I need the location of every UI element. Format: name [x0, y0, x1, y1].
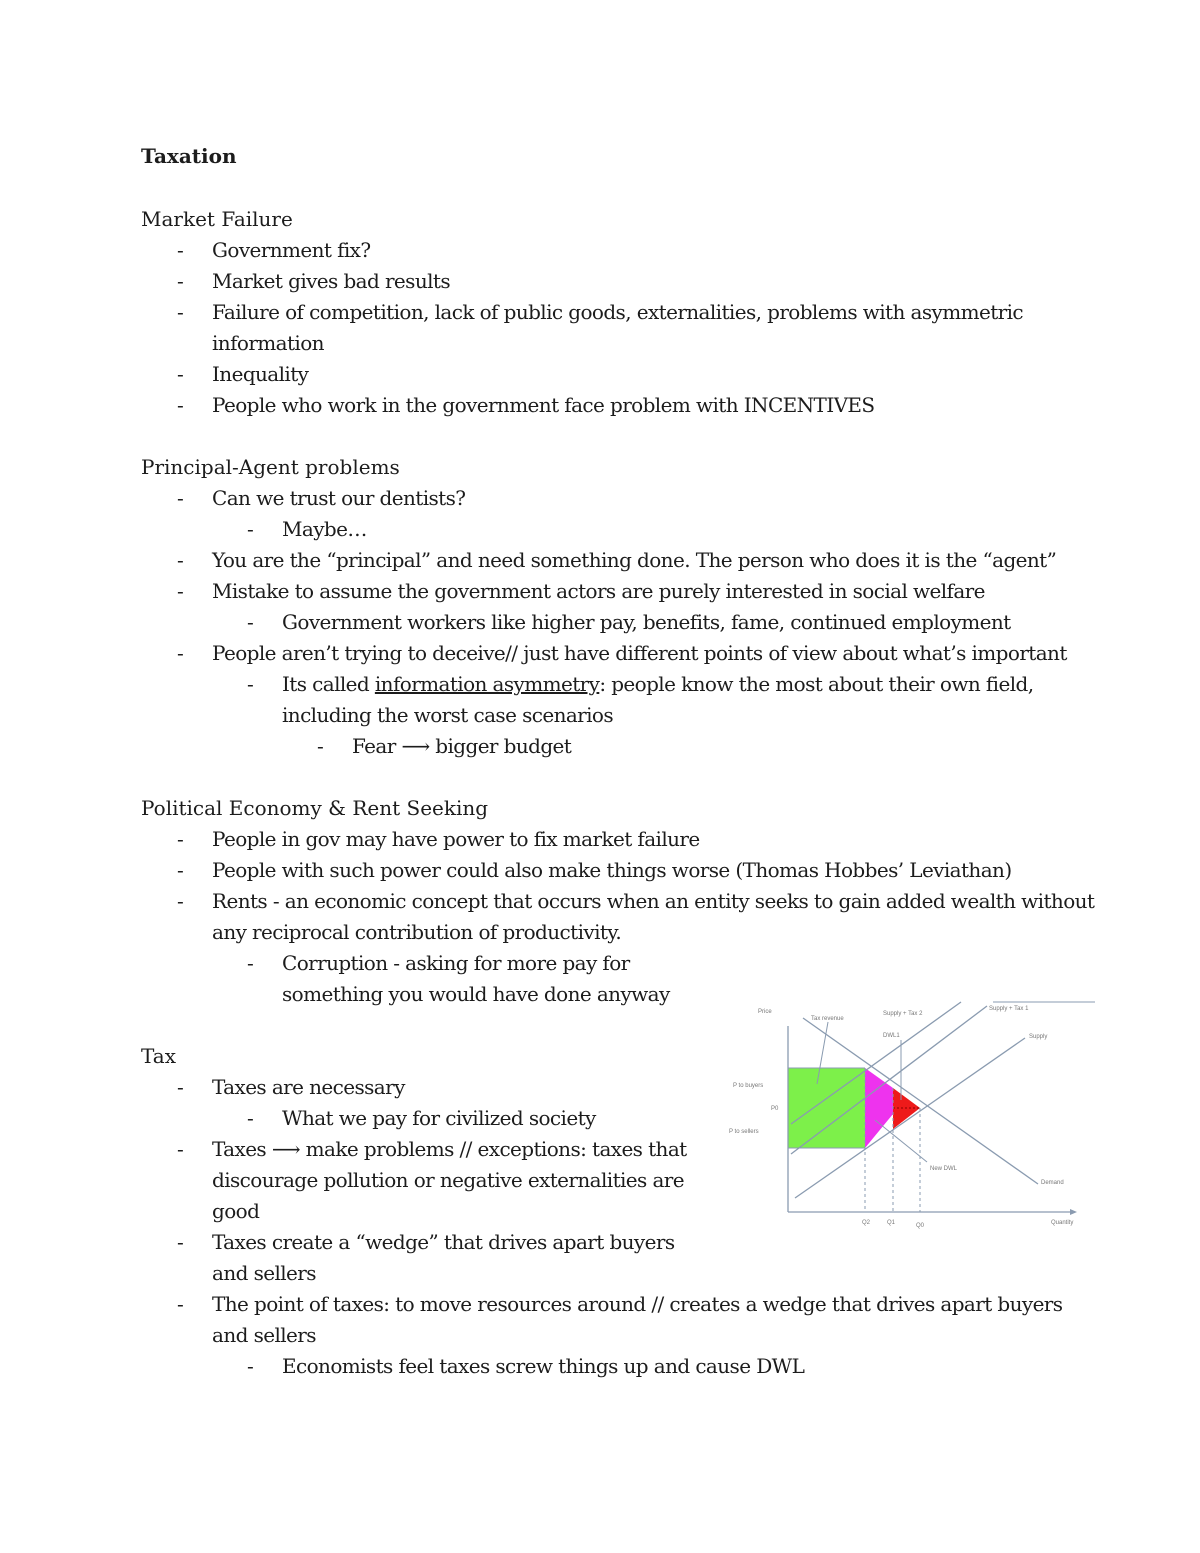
section-political-economy	[141, 793, 1101, 1010]
list-item: - Taxes create a “wedge” that drives apart buyers and sellers	[177, 1230, 675, 1285]
new-dwl-pointer	[875, 1120, 927, 1162]
list-item: - Failure of competition, lack of public goods, externalities, problems with asymmetric information	[177, 300, 1023, 355]
section-heading: Market Failure	[141, 207, 293, 231]
list-item: - People who work in the government face problem with INCENTIVES	[177, 393, 875, 417]
list-item: - What we pay for civilized society	[247, 1106, 596, 1130]
list-item: - Economists feel taxes screw things up and cause DWL	[247, 1354, 805, 1378]
tax-wedge-diagram	[725, 996, 1097, 1236]
list-item: - You are the “principal” and need something done. The person who does it is the “agent”	[177, 548, 1057, 572]
list-item: - People aren’t trying to deceive// just have different points of view about what’s important	[177, 641, 1067, 665]
page-title: Taxation	[141, 144, 237, 168]
quantity-axis-label: Quantity	[1051, 1220, 1074, 1226]
p-buyers-label: P to buyers	[733, 1083, 764, 1089]
section-heading: Tax	[141, 1044, 176, 1068]
dwl1-label: DWL1	[883, 1033, 900, 1039]
p0-label: P0	[771, 1106, 779, 1112]
list-item: - Corruption - asking for more pay for something you would have done anyway	[247, 951, 670, 1006]
list-item: - Taxes are necessary	[177, 1075, 405, 1099]
q2-label: Q2	[862, 1220, 871, 1226]
q0-label: Q0	[916, 1223, 925, 1229]
list-item: - The point of taxes: to move resources around // creates a wedge that drives apart buyers and sellers	[177, 1292, 1063, 1347]
list-item: - Inequality	[177, 362, 309, 386]
diagram-svg	[725, 996, 1097, 1236]
new-dwl-label: New DWL	[930, 1166, 958, 1172]
list-item: - Government workers like higher pay, benefits, fame, continued employment	[247, 610, 1011, 634]
p-sellers-label: P to sellers	[729, 1129, 759, 1135]
list-item: - Mistake to assume the government actors are purely interested in social welfare	[177, 579, 985, 603]
list-item: - Market gives bad results	[177, 269, 450, 293]
list-item: - Rents - an economic concept that occurs when an entity seeks to gain added wealth without any reciprocal contribution of productivity.	[177, 889, 1095, 944]
demand-label: Demand	[1041, 1180, 1064, 1186]
section-principal-agent	[141, 452, 1101, 762]
price-axis-label: Price	[758, 1009, 772, 1015]
section-market-failure	[141, 204, 1101, 421]
tax-revenue-label: Tax revenue	[811, 1016, 844, 1022]
list-item: - Its called information asymmetry: people know the most about their own field, including the worst case scenarios	[247, 672, 1034, 727]
list-item: - Government fix?	[177, 238, 371, 262]
section-heading: Political Economy & Rent Seeking	[141, 796, 489, 820]
supply-tax2-label: Supply + Tax 2	[883, 1011, 923, 1017]
list-item: - People in gov may have power to fix market failure	[177, 827, 700, 851]
underlined-term: information asymmetry	[374, 672, 600, 696]
list-item: - Taxes ⟶ make problems // exceptions: taxes that discourage pollution or negative externalities are good	[177, 1137, 687, 1223]
list-item: - Maybe…	[247, 517, 367, 541]
list-item: - Fear ⟶ bigger budget	[317, 734, 572, 758]
tax-revenue-area	[788, 1068, 865, 1148]
q1-label: Q1	[887, 1220, 896, 1226]
section-heading: Principal-Agent problems	[141, 455, 400, 479]
list-item: - Can we trust our dentists?	[177, 486, 466, 510]
supply-label: Supply	[1029, 1034, 1048, 1040]
supply-tax1-label: Supply + Tax 1	[989, 1006, 1029, 1012]
x-axis-arrow	[1070, 1209, 1077, 1215]
list-item: - People with such power could also make things worse (Thomas Hobbes’ Leviathan)	[177, 858, 1012, 882]
